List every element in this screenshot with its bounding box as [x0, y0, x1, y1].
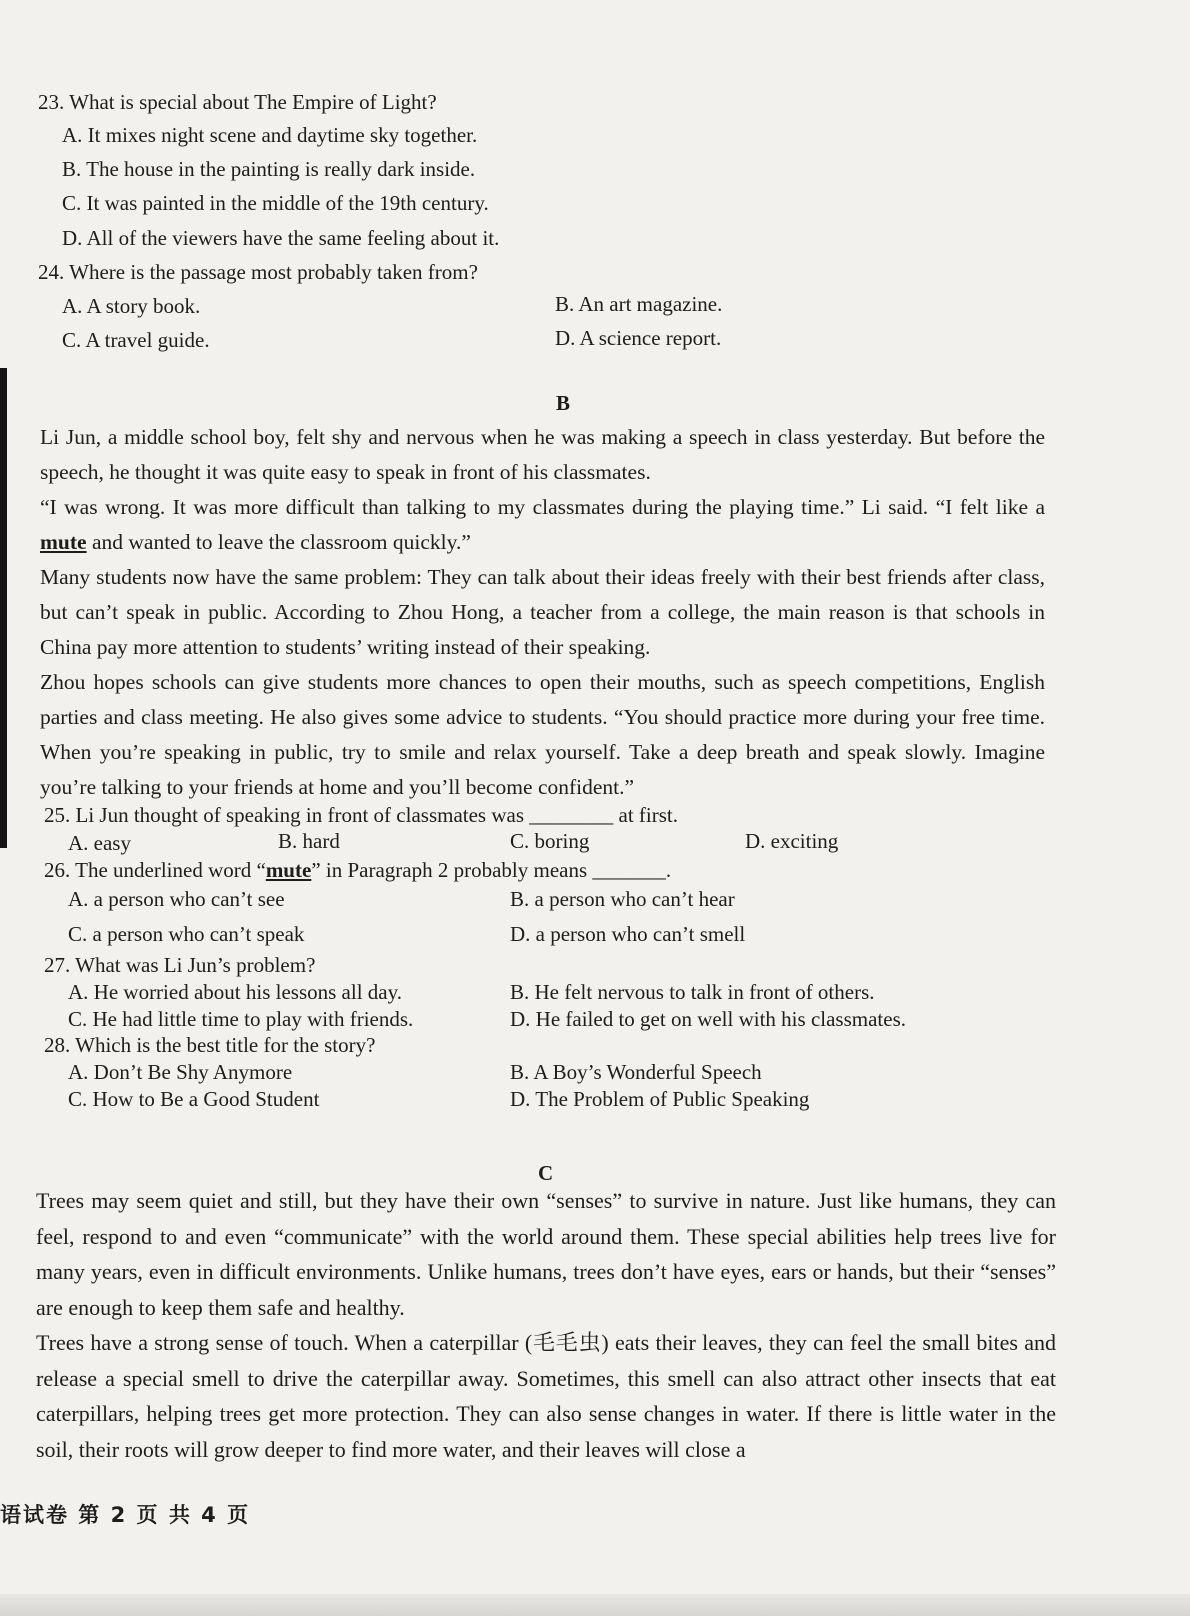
question-24-option-c: C. A travel guide.	[62, 328, 210, 352]
section-b-paragraph-3: Many students now have the same problem: They can talk about their ideas freely with their best friends after class, but can’t speak in public. According to Zhou Hong, a teacher from a college, the main reason is that schools in China pay more attention to students’ writing instead of their speaking.	[40, 565, 1045, 659]
scan-bottom-edge	[0, 1594, 1190, 1616]
question-28-stem: 28. Which is the best title for the story?	[44, 1033, 376, 1057]
section-c-paragraph-1: Trees may seem quiet and still, but they have their own “senses” to survive in nature. Just like humans, they can feel, respond to and even “communicate” with the world around them. These special abilities help trees live for many years, even in difficult environments. Unlike humans, trees don’t have eyes, ears or hands, but their “senses” are enough to keep them safe and healthy.	[36, 1188, 1056, 1320]
question-23-option-b: B. The house in the painting is really dark inside.	[62, 157, 476, 181]
question-26-stem	[44, 860, 671, 881]
question-27-stem: 27. What was Li Jun’s problem?	[44, 953, 316, 977]
question-26-underlined-word: mute	[265, 858, 312, 882]
underlined-word-mute: mute	[40, 530, 87, 554]
question-28-option-d: D. The Problem of Public Speaking	[510, 1087, 810, 1111]
question-23-option-a: A. It mixes night scene and daytime sky together.	[62, 123, 478, 147]
paragraph-2-text-after: and wanted to leave the classroom quickly.”	[86, 530, 471, 554]
question-26-option-c: C. a person who can’t speak	[68, 922, 305, 946]
section-c-label: C	[538, 1161, 554, 1185]
question-23-option-d: D. All of the viewers have the same feeling about it.	[62, 226, 500, 250]
question-25-option-d: D. exciting	[745, 829, 839, 853]
section-b-passage	[40, 420, 1045, 805]
question-27-option-a: A. He worried about his lessons all day.	[68, 980, 402, 1004]
paragraph-2-text-before: “I was wrong. It was more difficult than talking to my classmates during the playing time.” Li said. “I felt like a	[40, 495, 1045, 519]
question-23-option-c: C. It was painted in the middle of the 19th century.	[62, 191, 489, 215]
question-28-option-b: B. A Boy’s Wonderful Speech	[510, 1060, 762, 1084]
question-25-option-b: B. hard	[278, 829, 340, 853]
question-28-option-a: A. Don’t Be Shy Anymore	[68, 1060, 293, 1084]
section-b-paragraph-1: Li Jun, a middle school boy, felt shy and nervous when he was making a speech in class yesterday. But before the speech, he thought it was quite easy to speak in front of his classmates.	[40, 425, 1045, 484]
question-24-option-a: A. A story book.	[62, 294, 201, 318]
question-26-stem-after: ” in Paragraph 2 probably means _______.	[311, 858, 672, 882]
question-27-option-b: B. He felt nervous to talk in front of others.	[510, 980, 875, 1004]
section-c-passage	[36, 1183, 1056, 1467]
question-26-option-a: A. a person who can’t see	[68, 887, 285, 911]
scan-edge-shadow	[0, 368, 7, 848]
question-24-option-b: B. An art magazine.	[555, 292, 723, 316]
section-b-label: B	[556, 391, 571, 415]
question-23-stem: 23. What is special about The Empire of Light?	[38, 90, 437, 114]
page-footer: 语试卷 第 2 页 共 4 页	[0, 1503, 251, 1527]
question-26-stem-before: 26. The underlined word “	[44, 858, 266, 882]
question-26-option-d: D. a person who can’t smell	[510, 922, 746, 946]
question-27-option-c: C. He had little time to play with friends.	[68, 1007, 414, 1031]
question-27-option-d: D. He failed to get on well with his classmates.	[510, 1007, 906, 1031]
section-b-paragraph-4: Zhou hopes schools can give students more chances to open their mouths, such as speech competitions, English parties and class meeting. He also gives some advice to students. “You should practice more during your free time. When you’re speaking in public, try to smile and relax yourself. Take a deep breath and speak slowly. Imagine you’re talking to your friends at home and you’ll become confident.”	[40, 670, 1045, 799]
question-26-option-b: B. a person who can’t hear	[510, 887, 735, 911]
question-25-stem: 25. Li Jun thought of speaking in front of classmates was ________ at first.	[44, 803, 678, 827]
section-b-paragraph-2	[40, 490, 1045, 560]
question-25-option-a: A. easy	[68, 831, 131, 855]
question-28-option-c: C. How to Be a Good Student	[68, 1087, 320, 1111]
question-24-stem: 24. Where is the passage most probably taken from?	[38, 260, 478, 284]
question-24-option-d: D. A science report.	[555, 326, 722, 350]
question-25-option-c: C. boring	[510, 829, 590, 853]
section-c-paragraph-2: Trees have a strong sense of touch. When a caterpillar (毛毛虫) eats their leaves, they can feel the small bites and release a special smell to drive the caterpillar away. Sometimes, this smell can also attract other insects that eat caterpillars, helping trees get more protection. They can also sense changes in water. If there is little water in the soil, their roots will grow deeper to find more water, and their leaves will close a	[36, 1330, 1056, 1462]
